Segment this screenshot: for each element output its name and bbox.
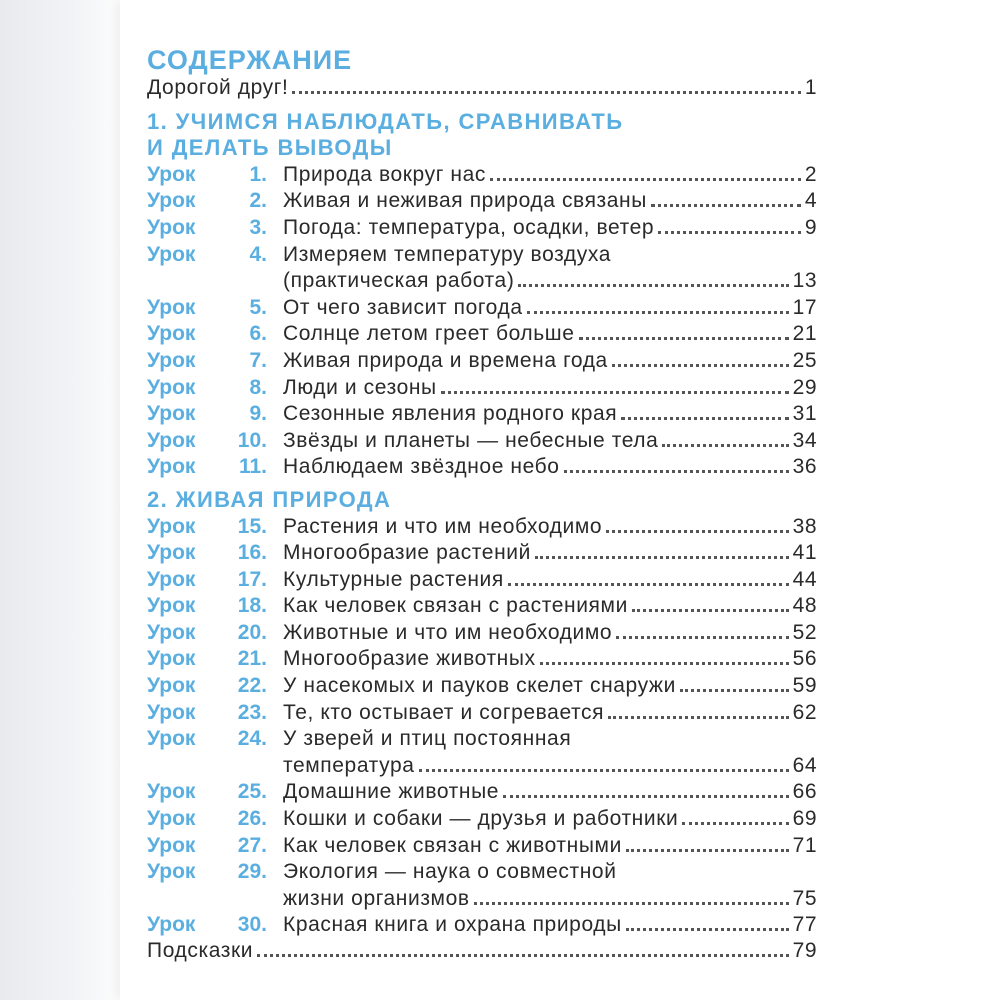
toc-lesson-entry[interactable] — [147, 188, 817, 215]
lesson-number: 25. — [237, 780, 267, 804]
lesson-number: 3. — [249, 215, 267, 239]
lesson-title-line — [283, 454, 817, 481]
lesson-title — [283, 833, 817, 860]
lesson-number: 17. — [237, 567, 267, 591]
lesson-title-text: От чего зависит погода — [283, 295, 523, 319]
lesson-title — [283, 779, 817, 806]
lesson-page-number: 75 — [792, 886, 817, 910]
dot-leader — [508, 583, 789, 586]
lesson-page-number: 71 — [792, 833, 817, 857]
lesson-page-number: 17 — [792, 295, 817, 319]
toc-lesson-entry[interactable] — [147, 428, 817, 455]
lesson-title-line — [283, 833, 817, 860]
dot-leader — [419, 769, 789, 772]
lesson-page-number: 36 — [792, 455, 817, 479]
lesson-number: 20. — [237, 620, 267, 644]
lesson-title-text: Многообразие животных — [283, 647, 536, 671]
lesson-title-line — [283, 859, 817, 886]
lesson-title-line — [283, 162, 817, 189]
lesson-number: 16. — [237, 541, 267, 565]
lesson-title-line — [283, 428, 817, 455]
lesson-label: Урок — [147, 541, 196, 565]
lesson-page-number: 25 — [792, 348, 817, 372]
dot-leader — [682, 822, 788, 825]
lesson-number: 21. — [237, 647, 267, 671]
dot-leader — [608, 716, 789, 719]
lesson-number: 8. — [249, 375, 267, 399]
lesson-number: 7. — [249, 348, 267, 372]
entry-title: Дорогой друг! — [147, 76, 289, 99]
lesson-number: 30. — [237, 913, 267, 937]
lesson-title-text: Животные и что им необходимо — [283, 620, 613, 644]
lesson-number: 24. — [237, 727, 267, 751]
lesson-title — [283, 673, 817, 700]
lesson-title — [283, 321, 817, 348]
toc-lesson-entry[interactable] — [147, 375, 817, 402]
lesson-page-number: 52 — [792, 620, 817, 644]
lesson-title-text: Люди и сезоны — [283, 375, 437, 399]
lesson-label: Урок — [147, 620, 196, 644]
dot-leader — [535, 556, 789, 559]
lesson-label: Урок — [147, 913, 196, 937]
lesson-title-text: температура — [283, 753, 415, 777]
toc-lesson-entry[interactable] — [147, 859, 817, 912]
lesson-label: Урок — [147, 860, 196, 884]
lesson-title-line — [283, 188, 817, 215]
toc-entry-hints[interactable] — [147, 939, 817, 966]
lesson-title — [283, 242, 817, 295]
lesson-title — [283, 188, 817, 215]
lesson-title-line — [283, 620, 817, 647]
lesson-label: Урок — [147, 833, 196, 857]
lesson-page-number: 77 — [792, 913, 817, 937]
lesson-title-line — [283, 593, 817, 620]
lesson-title-text: Живая и неживая природа связаны — [283, 189, 647, 213]
dot-leader — [616, 636, 788, 639]
lesson-page-number: 66 — [792, 780, 817, 804]
lesson-title-text: Измеряем температуру воздуха — [283, 242, 611, 266]
dot-leader — [632, 609, 789, 612]
toc-lesson-entry[interactable] — [147, 806, 817, 833]
lesson-label: Урок — [147, 647, 196, 671]
dot-leader — [292, 91, 800, 94]
lesson-title-line — [283, 886, 817, 913]
lesson-title-line — [283, 321, 817, 348]
lesson-page-number: 62 — [792, 700, 817, 724]
lesson-title — [283, 859, 817, 912]
lesson-label: Урок — [147, 189, 196, 213]
toc-entry-intro[interactable] — [147, 76, 817, 103]
lesson-label: Урок — [147, 567, 196, 591]
lesson-title — [283, 514, 817, 541]
lesson-number: 27. — [237, 833, 267, 857]
lesson-title — [283, 162, 817, 189]
dot-leader — [579, 337, 789, 340]
lesson-title — [283, 295, 817, 322]
lesson-label: Урок — [147, 162, 196, 186]
toc-lesson-entry[interactable] — [147, 779, 817, 806]
lesson-number: 5. — [249, 295, 267, 319]
lesson-label: Урок — [147, 215, 196, 239]
dot-leader — [626, 849, 789, 852]
dot-leader — [474, 902, 789, 905]
lesson-page-number: 69 — [792, 807, 817, 831]
lesson-label: Урок — [147, 428, 196, 452]
lesson-page-number: 2 — [804, 162, 817, 186]
lesson-title-text: жизни организмов — [283, 886, 470, 910]
lesson-label: Урок — [147, 295, 196, 319]
book-spine-shadow — [0, 0, 130, 1000]
sections-container — [147, 103, 817, 939]
lesson-title-text: У зверей и птиц постоянная — [283, 727, 572, 751]
lesson-number: 10. — [237, 428, 267, 452]
lesson-label: Урок — [147, 375, 196, 399]
lesson-title — [283, 401, 817, 428]
lesson-title-text: У насекомых и пауков скелет снаружи — [283, 674, 676, 698]
lesson-label: Урок — [147, 455, 196, 479]
lesson-label: Урок — [147, 242, 196, 266]
lesson-page-number: 44 — [792, 567, 817, 591]
dot-leader — [527, 311, 789, 314]
lesson-title — [283, 620, 817, 647]
lesson-title-line — [283, 753, 817, 780]
lesson-title-line — [283, 375, 817, 402]
lesson-title-line — [283, 806, 817, 833]
dot-leader — [490, 178, 801, 181]
toc-lesson-entry[interactable] — [147, 593, 817, 620]
lesson-title — [283, 375, 817, 402]
toc-lesson-entry[interactable] — [147, 646, 817, 673]
toc-lesson-entry[interactable] — [147, 514, 817, 541]
toc-lesson-entry[interactable] — [147, 540, 817, 567]
lesson-title-line — [283, 242, 817, 269]
lesson-page-number: 38 — [792, 514, 817, 538]
lesson-title — [283, 912, 817, 939]
lesson-title — [283, 593, 817, 620]
dot-leader — [564, 470, 789, 473]
lesson-title — [283, 700, 817, 727]
toc-lesson-entry[interactable] — [147, 833, 817, 860]
toc-lesson-entry[interactable] — [147, 673, 817, 700]
lesson-title-line — [283, 401, 817, 428]
lesson-title — [283, 540, 817, 567]
lesson-title-text: Звёзды и планеты — небесные тела — [283, 428, 659, 452]
lesson-number: 9. — [249, 402, 267, 426]
dot-leader — [612, 364, 789, 367]
lesson-label: Урок — [147, 807, 196, 831]
toc-lesson-entry[interactable] — [147, 215, 817, 242]
toc-lesson-entry[interactable] — [147, 401, 817, 428]
toc-lesson-entry[interactable] — [147, 726, 817, 779]
lesson-label: Урок — [147, 780, 196, 804]
lesson-label: Урок — [147, 727, 196, 751]
dot-leader — [680, 689, 789, 692]
lesson-title — [283, 567, 817, 594]
toc-lesson-entry[interactable] — [147, 321, 817, 348]
lesson-page-number: 31 — [792, 402, 817, 426]
lesson-label: Урок — [147, 674, 196, 698]
lesson-title-text: Красная книга и охрана природы — [283, 913, 622, 937]
lesson-title-line — [283, 912, 817, 939]
lesson-title-line — [283, 540, 817, 567]
dot-leader — [621, 417, 788, 420]
lesson-title-line — [283, 215, 817, 242]
lesson-page-number: 41 — [792, 541, 817, 565]
lesson-label: Урок — [147, 700, 196, 724]
lesson-number: 2. — [249, 189, 267, 213]
lesson-title-text: Домашние животные — [283, 780, 500, 804]
lesson-title-line — [283, 779, 817, 806]
lesson-number: 6. — [249, 322, 267, 346]
toc-lesson-entry[interactable] — [147, 700, 817, 727]
lesson-page-number: 9 — [804, 215, 817, 239]
lesson-page-number: 59 — [792, 674, 817, 698]
lesson-number: 29. — [237, 860, 267, 884]
toc-lesson-entry[interactable] — [147, 567, 817, 594]
dot-leader — [540, 662, 789, 665]
lesson-label: Урок — [147, 348, 196, 372]
lesson-title-text: Культурные растения — [283, 567, 504, 591]
dot-leader — [651, 204, 801, 207]
lesson-title-text: Те, кто остывает и согревается — [283, 700, 605, 724]
lesson-title — [283, 806, 817, 833]
lesson-number: 22. — [237, 674, 267, 698]
lesson-title-text: Сезонные явления родного края — [283, 402, 618, 426]
lesson-label: Урок — [147, 594, 196, 618]
lesson-title-line — [283, 700, 817, 727]
lesson-title-line — [283, 514, 817, 541]
entry-title: Подсказки — [147, 939, 254, 962]
page-title: СОДЕРЖАНИЕ — [147, 45, 353, 75]
lesson-number: 18. — [237, 594, 267, 618]
lesson-title — [283, 215, 817, 242]
lesson-title-text: (практическая работа) — [283, 269, 515, 293]
section-heading: 1. УЧИМСЯ НАБЛЮДАТЬ, СРАВНИВАТЬ — [147, 108, 624, 134]
lesson-title-text: Растения и что им необходимо — [283, 514, 603, 538]
dot-leader — [662, 444, 788, 447]
lesson-title-line — [283, 268, 817, 295]
lesson-label: Урок — [147, 402, 196, 426]
lesson-page-number: 56 — [792, 647, 817, 671]
toc-lesson-entry[interactable] — [147, 348, 817, 375]
dot-leader — [626, 928, 789, 931]
toc-lesson-entry[interactable] — [147, 454, 817, 481]
entry-page-number: 1 — [804, 76, 817, 99]
lesson-title-line — [283, 348, 817, 375]
dot-leader — [518, 284, 788, 287]
lesson-title-line — [283, 646, 817, 673]
lesson-title-text: Как человек связан с растениями — [283, 594, 628, 618]
table-of-contents — [147, 44, 817, 966]
dot-leader — [503, 795, 789, 798]
lesson-title-line — [283, 567, 817, 594]
section-heading: И ДЕЛАТЬ ВЫВОДЫ — [147, 135, 393, 161]
lesson-title-text: Природа вокруг нас — [283, 162, 486, 186]
lesson-page-number: 34 — [792, 428, 817, 452]
lesson-page-number: 13 — [792, 269, 817, 293]
lesson-label: Урок — [147, 322, 196, 346]
entry-page-number: 79 — [792, 939, 817, 962]
lesson-number: 4. — [249, 242, 267, 266]
dot-leader — [441, 391, 789, 394]
lesson-title — [283, 348, 817, 375]
lesson-title-text: Кошки и собаки — друзья и работники — [283, 807, 679, 831]
dot-leader — [658, 231, 801, 234]
lesson-title-text: Живая природа и времена года — [283, 348, 608, 372]
lesson-title-text: Экология — наука о совместной — [283, 860, 617, 884]
lesson-title-line — [283, 295, 817, 322]
lesson-title-line — [283, 726, 817, 753]
dot-leader — [257, 954, 789, 957]
dot-leader — [606, 530, 788, 533]
lesson-number: 11. — [238, 455, 267, 479]
lesson-number: 15. — [237, 514, 267, 538]
lesson-title — [283, 646, 817, 673]
lesson-page-number: 4 — [804, 189, 817, 213]
lesson-page-number: 21 — [792, 322, 817, 346]
toc-lesson-entry[interactable] — [147, 620, 817, 647]
lesson-number: 23. — [237, 700, 267, 724]
lesson-number: 1. — [249, 162, 267, 186]
lesson-title — [283, 726, 817, 779]
lesson-page-number: 29 — [792, 375, 817, 399]
lesson-title-text: Солнце летом греет больше — [283, 322, 575, 346]
toc-lesson-entry[interactable] — [147, 242, 817, 295]
lesson-label: Урок — [147, 514, 196, 538]
lesson-page-number: 64 — [792, 753, 817, 777]
lesson-title-line — [283, 673, 817, 700]
lesson-page-number: 48 — [792, 594, 817, 618]
toc-lesson-entry[interactable] — [147, 162, 817, 189]
section-heading: 2. ЖИВАЯ ПРИРОДА — [147, 486, 392, 512]
lesson-title-text: Многообразие растений — [283, 541, 531, 565]
lesson-title — [283, 428, 817, 455]
lesson-title — [283, 454, 817, 481]
lesson-title-text: Наблюдаем звёздное небо — [283, 455, 560, 479]
lesson-title-text: Как человек связан с животными — [283, 833, 622, 857]
lesson-number: 26. — [237, 807, 267, 831]
toc-lesson-entry[interactable] — [147, 912, 817, 939]
lesson-title-text: Погода: температура, осадки, ветер — [283, 215, 655, 239]
toc-lesson-entry[interactable] — [147, 295, 817, 322]
